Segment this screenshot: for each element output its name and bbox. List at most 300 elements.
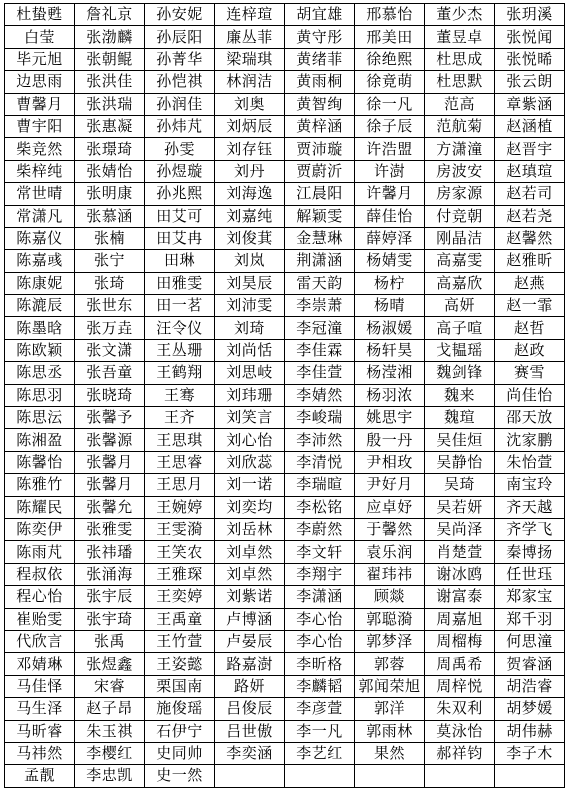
name-cell: 张明康	[75, 183, 145, 205]
name-cell: 胡梦媛	[495, 698, 565, 720]
name-cell: 杨淑媛	[355, 317, 425, 339]
name-cell: 朱怡萱	[495, 451, 565, 473]
name-cell: 李崇萧	[285, 295, 355, 317]
name-cell: 张璟琦	[75, 138, 145, 160]
table-row	[5, 115, 565, 137]
name-cell: 李心怡	[285, 630, 355, 652]
name-cell: 谢冰鸥	[425, 563, 495, 585]
name-cell: 张琦	[75, 272, 145, 294]
name-cell: 李沛然	[285, 429, 355, 451]
name-cell: 贺睿涵	[495, 653, 565, 675]
name-cell: 何思潼	[495, 630, 565, 652]
name-cell: 陈漉辰	[5, 295, 75, 317]
name-cell: 张惠凝	[75, 115, 145, 137]
name-cell: 黄梓涵	[285, 115, 355, 137]
name-cell: 李奕涵	[215, 742, 285, 764]
name-cell: 应卓妤	[355, 496, 425, 518]
name-cell: 刘尚恬	[215, 339, 285, 361]
name-cell: 王雅琛	[145, 563, 215, 585]
name-cell: 吴琦	[425, 474, 495, 496]
name-cell: 赵燕	[495, 272, 565, 294]
name-cell: 陈思沄	[5, 407, 75, 429]
name-cell: 连梓瑄	[215, 4, 285, 26]
table-row	[5, 205, 565, 227]
name-cell: 常世晴	[5, 183, 75, 205]
name-cell: 薛婷泽	[355, 227, 425, 249]
name-cell: 王雯漪	[145, 518, 215, 540]
name-cell: 贾沛璇	[285, 138, 355, 160]
name-cell: 路嘉澍	[215, 653, 285, 675]
name-cell: 王笑农	[145, 541, 215, 563]
name-cell: 李子木	[495, 742, 565, 764]
name-cell: 谢富泰	[425, 586, 495, 608]
name-cell: 吕世傲	[215, 720, 285, 742]
name-cell	[285, 765, 355, 787]
name-cell: 尚佳怡	[495, 384, 565, 406]
name-cell: 田琳	[145, 250, 215, 272]
name-cell: 杨柠	[355, 272, 425, 294]
name-cell: 张雅雯	[75, 518, 145, 540]
name-cell: 张宇辰	[75, 586, 145, 608]
name-cell: 齐学飞	[495, 518, 565, 540]
name-cell: 林润洁	[215, 71, 285, 93]
name-cell: 周禹希	[425, 653, 495, 675]
name-cell: 王思月	[145, 474, 215, 496]
name-cell: 胡宜雄	[285, 4, 355, 26]
name-cell: 齐天越	[495, 496, 565, 518]
name-cell: 李清悦	[285, 451, 355, 473]
name-cell: 赵一霏	[495, 295, 565, 317]
name-cell: 赵若尧	[495, 205, 565, 227]
name-cell: 李松铭	[285, 496, 355, 518]
table-row	[5, 317, 565, 339]
table-row	[5, 26, 565, 48]
name-cell: 刘一诺	[215, 474, 285, 496]
name-cell: 陈思羽	[5, 384, 75, 406]
name-cell: 王鹤翔	[145, 362, 215, 384]
name-cell: 张文潇	[75, 339, 145, 361]
name-cell: 高嘉欣	[425, 272, 495, 294]
name-cell: 曹馨月	[5, 93, 75, 115]
name-cell: 詹礼京	[75, 4, 145, 26]
name-cell: 张宇琦	[75, 608, 145, 630]
name-cell: 孙炜芃	[145, 115, 215, 137]
name-cell: 郭聪漪	[355, 608, 425, 630]
name-cell: 赵馨然	[495, 227, 565, 249]
name-cell: 付竞朝	[425, 205, 495, 227]
name-cell: 李翔宇	[285, 563, 355, 585]
name-cell: 刘岳林	[215, 518, 285, 540]
name-cell: 李文轩	[285, 541, 355, 563]
name-cell: 解颖雯	[285, 205, 355, 227]
name-cell: 常潇凡	[5, 205, 75, 227]
name-cell: 孙菁华	[145, 48, 215, 70]
name-cell: 王姿懿	[145, 653, 215, 675]
name-cell: 徐子辰	[355, 115, 425, 137]
name-cell: 田一茗	[145, 295, 215, 317]
name-cell: 张悦晞	[495, 48, 565, 70]
name-cell: 吴尚泽	[425, 518, 495, 540]
name-cell: 张楠	[75, 227, 145, 249]
name-cell: 许馨月	[355, 183, 425, 205]
name-cell: 邓婧琳	[5, 653, 75, 675]
name-cell: 李樱红	[75, 742, 145, 764]
name-cell: 刘卓然	[215, 541, 285, 563]
table-row	[5, 183, 565, 205]
name-cell: 杨羽浓	[355, 384, 425, 406]
name-cell: 邢慕怡	[355, 4, 425, 26]
name-cell: 陈嘉彧	[5, 250, 75, 272]
table-row	[5, 339, 565, 361]
name-cell: 陈雨芃	[5, 541, 75, 563]
name-cell	[215, 765, 285, 787]
name-cell: 程叔依	[5, 563, 75, 585]
name-cell: 顾燚	[355, 586, 425, 608]
name-cell: 李艺红	[285, 742, 355, 764]
name-cell: 陈思丞	[5, 362, 75, 384]
name-cell: 果然	[355, 742, 425, 764]
name-cell: 刘紫诺	[215, 586, 285, 608]
name-cell: 吴若妍	[425, 496, 495, 518]
name-cell: 王思睿	[145, 451, 215, 473]
name-cell: 张婧怡	[75, 160, 145, 182]
name-cell: 张馨源	[75, 429, 145, 451]
name-cell: 范航菊	[425, 115, 495, 137]
name-cell: 任世珏	[495, 563, 565, 585]
name-cell: 李瑞暄	[285, 474, 355, 496]
name-cell	[425, 765, 495, 787]
name-cell: 邵天放	[495, 407, 565, 429]
name-cell: 刘岚	[215, 250, 285, 272]
name-cell: 田雅雯	[145, 272, 215, 294]
name-cell: 吴佳烜	[425, 429, 495, 451]
name-cell: 胡浩睿	[495, 675, 565, 697]
name-cell: 张悦闻	[495, 26, 565, 48]
name-cell: 杜思成	[425, 48, 495, 70]
name-cell: 马祎然	[5, 742, 75, 764]
name-cell: 赵哲	[495, 317, 565, 339]
name-cell: 章紫涵	[495, 93, 565, 115]
name-cell: 陈康妮	[5, 272, 75, 294]
name-cell: 张渤麟	[75, 26, 145, 48]
name-cell: 刘奥	[215, 93, 285, 115]
name-cell: 高子喧	[425, 317, 495, 339]
name-cell: 李一凡	[285, 720, 355, 742]
name-cell: 张万垚	[75, 317, 145, 339]
name-cell: 张馨允	[75, 496, 145, 518]
name-table-body	[5, 4, 565, 788]
name-cell: 刘炳辰	[215, 115, 285, 137]
name-cell: 张玥溪	[495, 4, 565, 26]
table-row	[5, 384, 565, 406]
name-cell: 刘思岐	[215, 362, 285, 384]
table-row	[5, 227, 565, 249]
name-cell: 南宝玲	[495, 474, 565, 496]
name-cell: 李昕格	[285, 653, 355, 675]
name-cell: 吴静怡	[425, 451, 495, 473]
name-cell: 方潇潼	[425, 138, 495, 160]
name-cell: 朱玉祺	[75, 720, 145, 742]
name-cell: 郭梦泽	[355, 630, 425, 652]
name-cell: 王竹萱	[145, 630, 215, 652]
name-cell: 刘琦	[215, 317, 285, 339]
name-cell: 王齐	[145, 407, 215, 429]
name-cell: 薛佳怡	[355, 205, 425, 227]
name-cell: 魏来	[425, 384, 495, 406]
table-row	[5, 496, 565, 518]
table-row	[5, 608, 565, 630]
name-cell: 王婉婷	[145, 496, 215, 518]
name-cell: 雷天韵	[285, 272, 355, 294]
name-cell: 周梓悦	[425, 675, 495, 697]
table-row	[5, 586, 565, 608]
name-cell: 刘欣蕊	[215, 451, 285, 473]
name-cell: 施俊瑶	[145, 698, 215, 720]
name-cell: 陈湘盈	[5, 429, 75, 451]
name-cell: 朱双利	[425, 698, 495, 720]
name-cell: 陈耀民	[5, 496, 75, 518]
name-cell: 卢晏辰	[215, 630, 285, 652]
name-cell: 黄守彤	[285, 26, 355, 48]
name-cell: 徐竟萌	[355, 71, 425, 93]
name-cell: 张云朗	[495, 71, 565, 93]
name-cell: 黄雨桐	[285, 71, 355, 93]
name-cell: 赵子昂	[75, 698, 145, 720]
name-cell: 李佳霖	[285, 339, 355, 361]
name-cell: 刘嘉纯	[215, 205, 285, 227]
name-cell: 赵瑱瑄	[495, 160, 565, 182]
name-cell: 孙辰阳	[145, 26, 215, 48]
name-cell: 黄绪菲	[285, 48, 355, 70]
name-cell: 郑千羽	[495, 608, 565, 630]
table-row	[5, 451, 565, 473]
name-cell: 邢美田	[355, 26, 425, 48]
table-row	[5, 675, 565, 697]
name-cell: 肖楚萱	[425, 541, 495, 563]
name-cell: 郭洋	[355, 698, 425, 720]
name-cell: 黄智绚	[285, 93, 355, 115]
name-cell: 路妍	[215, 675, 285, 697]
name-cell: 李蔚然	[285, 518, 355, 540]
table-row	[5, 250, 565, 272]
name-cell: 李忠凯	[75, 765, 145, 787]
document-page	[4, 3, 561, 789]
name-cell: 刘笑言	[215, 407, 285, 429]
name-cell: 张世东	[75, 295, 145, 317]
table-row	[5, 407, 565, 429]
table-row	[5, 765, 565, 787]
name-cell: 孙雯	[145, 138, 215, 160]
name-cell: 白莹	[5, 26, 75, 48]
name-cell: 刘昊辰	[215, 272, 285, 294]
name-cell: 张馨月	[75, 474, 145, 496]
name-cell	[495, 765, 565, 787]
table-row	[5, 541, 565, 563]
name-cell: 袁乐润	[355, 541, 425, 563]
name-cell: 李佳萱	[285, 362, 355, 384]
name-cell: 徐一凡	[355, 93, 425, 115]
name-cell: 尹好月	[355, 474, 425, 496]
name-cell: 房家源	[425, 183, 495, 205]
name-cell: 贾蔚沂	[285, 160, 355, 182]
name-cell: 柴梓纯	[5, 160, 75, 182]
table-row	[5, 653, 565, 675]
name-cell: 赵晋宇	[495, 138, 565, 160]
name-cell: 刘海逸	[215, 183, 285, 205]
name-cell: 刘奕均	[215, 496, 285, 518]
name-cell: 崔贻雯	[5, 608, 75, 630]
name-cell: 廉丛菲	[215, 26, 285, 48]
name-cell: 陈馨怡	[5, 451, 75, 473]
name-cell: 张馨月	[75, 451, 145, 473]
name-cell: 杜蛰甦	[5, 4, 75, 26]
name-cell: 刘丹	[215, 160, 285, 182]
name-cell: 高嘉雯	[425, 250, 495, 272]
name-cell: 汪令仪	[145, 317, 215, 339]
table-row	[5, 429, 565, 451]
name-cell: 宋睿	[75, 675, 145, 697]
name-cell: 赵若司	[495, 183, 565, 205]
name-cell: 马昕睿	[5, 720, 75, 742]
name-cell: 刚晶洁	[425, 227, 495, 249]
name-cell: 郭闻荣旭	[355, 675, 425, 697]
name-cell: 许浩盟	[355, 138, 425, 160]
name-cell: 赵雅昕	[495, 250, 565, 272]
name-cell: 田艾冉	[145, 227, 215, 249]
name-cell: 范高	[425, 93, 495, 115]
name-cell: 杜思默	[425, 71, 495, 93]
table-row	[5, 93, 565, 115]
name-cell: 孙兆熙	[145, 183, 215, 205]
table-row	[5, 295, 565, 317]
name-cell: 刘存钰	[215, 138, 285, 160]
name-cell: 李彦萱	[285, 698, 355, 720]
name-cell: 史同帅	[145, 742, 215, 764]
name-cell: 张祎璠	[75, 541, 145, 563]
name-cell: 毕元旭	[5, 48, 75, 70]
name-cell: 梁瑞琪	[215, 48, 285, 70]
name-cell: 孙煜璇	[145, 160, 215, 182]
name-cell: 柴竞然	[5, 138, 75, 160]
name-cell: 李冠潼	[285, 317, 355, 339]
name-cell: 张吾童	[75, 362, 145, 384]
name-cell: 魏瑄	[425, 407, 495, 429]
name-cell: 董昱卓	[425, 26, 495, 48]
name-cell: 张洪佳	[75, 71, 145, 93]
name-cell: 刘心怡	[215, 429, 285, 451]
name-cell: 刘玮珊	[215, 384, 285, 406]
name-cell: 陈雅竹	[5, 474, 75, 496]
name-cell: 高妍	[425, 295, 495, 317]
name-cell: 徐绝熙	[355, 48, 425, 70]
name-cell: 石伊宁	[145, 720, 215, 742]
name-cell: 秦博扬	[495, 541, 565, 563]
name-cell: 张慕涵	[75, 205, 145, 227]
name-cell: 赵涵植	[495, 115, 565, 137]
name-cell: 杨晴	[355, 295, 425, 317]
name-cell: 陈奕伊	[5, 518, 75, 540]
name-cell: 杨轩昊	[355, 339, 425, 361]
name-cell: 于馨然	[355, 518, 425, 540]
name-cell: 孟靓	[5, 765, 75, 787]
name-cell: 张晓琦	[75, 384, 145, 406]
name-cell: 张馨予	[75, 407, 145, 429]
name-cell: 张涌海	[75, 563, 145, 585]
name-cell: 马佳怿	[5, 675, 75, 697]
table-row	[5, 71, 565, 93]
name-cell: 刘沛雯	[215, 295, 285, 317]
name-cell: 郭蓉	[355, 653, 425, 675]
name-cell: 张朝鲲	[75, 48, 145, 70]
name-cell: 王骞	[145, 384, 215, 406]
name-cell: 周榴梅	[425, 630, 495, 652]
name-cell: 孙润佳	[145, 93, 215, 115]
name-cell: 赵政	[495, 339, 565, 361]
name-cell: 莫泳怡	[425, 720, 495, 742]
name-cell: 杨婧雯	[355, 250, 425, 272]
name-cell: 曹宇阳	[5, 115, 75, 137]
name-cell: 郭雨林	[355, 720, 425, 742]
name-cell: 田艾可	[145, 205, 215, 227]
name-cell: 沈家鹏	[495, 429, 565, 451]
name-cell: 吕俊辰	[215, 698, 285, 720]
name-cell: 张洪瑞	[75, 93, 145, 115]
name-cell: 陈墨晗	[5, 317, 75, 339]
table-row	[5, 720, 565, 742]
name-cell: 许澍	[355, 160, 425, 182]
name-cell: 魏剑锋	[425, 362, 495, 384]
name-cell: 殷一丹	[355, 429, 425, 451]
table-row	[5, 474, 565, 496]
name-cell: 程心怡	[5, 586, 75, 608]
name-cell: 李峻瑞	[285, 407, 355, 429]
name-cell: 翟玮祎	[355, 563, 425, 585]
table-row	[5, 160, 565, 182]
name-cell: 刘卓然	[215, 563, 285, 585]
name-cell: 杨滢湘	[355, 362, 425, 384]
table-row	[5, 4, 565, 26]
name-cell: 尹相玫	[355, 451, 425, 473]
name-cell: 李婧然	[285, 384, 355, 406]
name-cell: 赛雪	[495, 362, 565, 384]
table-row	[5, 362, 565, 384]
name-cell: 王禹童	[145, 608, 215, 630]
name-cell: 张宁	[75, 250, 145, 272]
table-row	[5, 698, 565, 720]
table-row	[5, 48, 565, 70]
table-row	[5, 272, 565, 294]
name-cell: 陈欧颖	[5, 339, 75, 361]
table-row	[5, 630, 565, 652]
name-cell: 江晨阳	[285, 183, 355, 205]
name-cell: 马生泽	[5, 698, 75, 720]
name-cell: 孙安妮	[145, 4, 215, 26]
name-table	[4, 3, 565, 788]
name-cell: 王丛珊	[145, 339, 215, 361]
name-cell: 王思琪	[145, 429, 215, 451]
name-cell: 卢博涵	[215, 608, 285, 630]
name-cell: 李心怡	[285, 608, 355, 630]
name-cell: 代欣言	[5, 630, 75, 652]
table-row	[5, 563, 565, 585]
name-cell: 陈嘉仪	[5, 227, 75, 249]
name-cell: 栗国南	[145, 675, 215, 697]
name-cell: 史一然	[145, 765, 215, 787]
table-row	[5, 742, 565, 764]
name-cell: 李潇涵	[285, 586, 355, 608]
name-cell: 姚思宇	[355, 407, 425, 429]
name-cell: 郝祥钧	[425, 742, 495, 764]
